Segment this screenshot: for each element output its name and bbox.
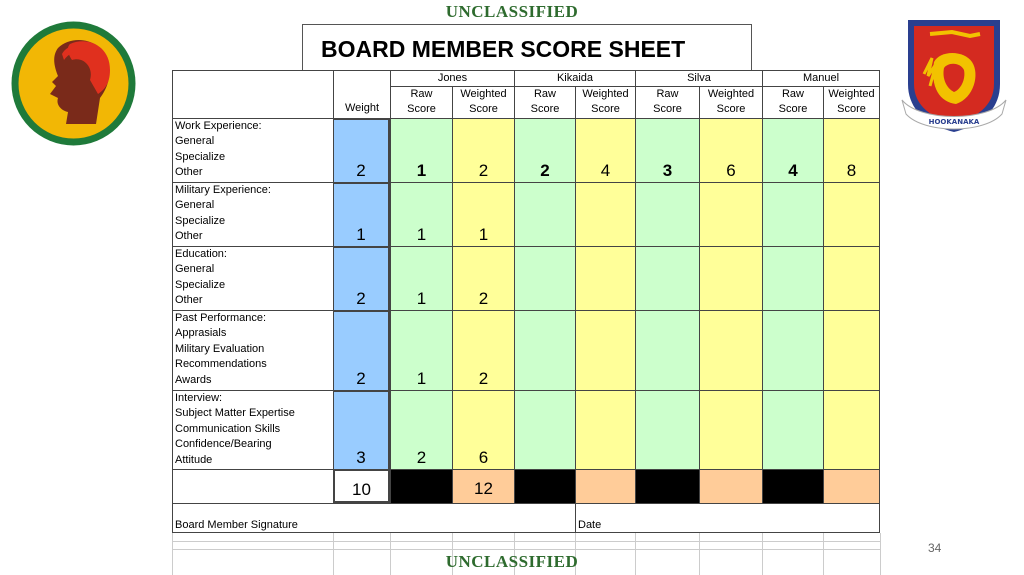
weighted-score-value: 1	[478, 225, 489, 244]
raw-score-cell-kikaida[interactable]	[514, 310, 575, 390]
weighted-score-cell-silva[interactable]	[699, 182, 762, 246]
total-weighted-cell-silva	[699, 469, 762, 503]
weighted-header-text: Weighted	[460, 88, 507, 100]
raw-score-header-kikaida	[514, 86, 575, 118]
weighted-header-text: Weighted	[828, 88, 875, 100]
raw-score-header-manuel	[762, 86, 823, 118]
weighted-score-value: 4	[600, 161, 611, 180]
criteria-label: Other	[175, 294, 203, 307]
total-raw-blackout-manuel	[762, 469, 823, 503]
raw-header-text: Raw	[410, 88, 433, 100]
page-title: BOARD MEMBER SCORE SHEET	[321, 36, 686, 62]
weighted-score-value: 6	[726, 161, 736, 180]
weighted-score-value: 2	[478, 161, 489, 180]
raw-score-cell-silva[interactable]	[635, 390, 699, 469]
raw-score-cell-jones[interactable]	[390, 390, 452, 469]
weighted-score-value: 2	[478, 369, 489, 388]
criteria-label-cell	[172, 246, 333, 310]
raw-score-cell-manuel[interactable]	[762, 390, 823, 469]
raw-header-text: Score	[778, 103, 808, 115]
weighted-score-cell-kikaida[interactable]	[575, 118, 635, 182]
criteria-label: Communication Skills	[175, 422, 281, 435]
criteria-label-cell	[172, 310, 333, 390]
total-raw-blackout-jones	[390, 469, 452, 503]
weighted-header-text: Score	[837, 103, 866, 115]
criteria-label: Past Performance:	[175, 312, 267, 324]
criteria-label: Interview:	[175, 392, 223, 404]
weighted-score-cell-manuel[interactable]	[823, 182, 880, 246]
raw-score-value: 1	[416, 289, 427, 308]
raw-score-cell-kikaida[interactable]	[514, 390, 575, 469]
raw-score-cell-jones[interactable]	[390, 182, 452, 246]
raw-header-text: Raw	[656, 88, 679, 100]
criteria-label: Specialize	[175, 150, 226, 163]
raw-score-value: 1	[416, 161, 427, 180]
weighted-score-cell-manuel[interactable]	[823, 118, 880, 182]
weighted-score-cell-manuel[interactable]	[823, 246, 880, 310]
criteria-label: Other	[175, 230, 203, 243]
raw-score-cell-silva[interactable]	[635, 118, 699, 182]
criteria-label: Confidence/Bearing	[175, 438, 272, 451]
weight-value: 1	[356, 225, 366, 244]
warrior-head-logo	[10, 20, 137, 147]
candidate-header-jones: Jones	[390, 70, 514, 86]
raw-score-cell-manuel[interactable]	[762, 246, 823, 310]
title-box	[302, 24, 752, 71]
classification-top: UNCLASSIFIED	[445, 2, 579, 21]
weighted-header-text: Weighted	[707, 88, 755, 100]
total-raw-blackout-kikaida	[514, 469, 575, 503]
weighted-score-cell-kikaida[interactable]	[575, 182, 635, 246]
totals-label-cell	[172, 469, 333, 503]
raw-header-text: Score	[653, 103, 682, 115]
candidate-header-silva: Silva	[635, 70, 762, 86]
criteria-label: General	[175, 263, 215, 276]
raw-score-cell-kikaida[interactable]	[514, 182, 575, 246]
raw-score-header-jones	[390, 86, 452, 118]
weight-value: 2	[356, 289, 366, 308]
weighted-score-cell-jones[interactable]	[452, 246, 514, 310]
total-weight-cell	[333, 469, 390, 503]
criteria-label: Work Experience:	[175, 120, 262, 132]
raw-score-cell-manuel[interactable]	[762, 118, 823, 182]
total-weighted-cell-jones	[452, 469, 514, 503]
total-weighted-value: 12	[474, 479, 493, 498]
raw-score-value: 1	[416, 369, 427, 388]
criteria-label-cell	[172, 182, 333, 246]
sheet-gridline	[172, 549, 880, 550]
sheet-gridline	[172, 541, 880, 542]
weighted-score-cell-kikaida[interactable]	[575, 246, 635, 310]
criteria-label: Awards	[175, 373, 212, 386]
raw-score-cell-silva[interactable]	[635, 310, 699, 390]
signature-cell[interactable]: Board Member Signature	[172, 503, 635, 533]
raw-score-value: 2	[416, 448, 427, 467]
weight-value: 2	[356, 161, 366, 180]
total-weighted-cell-manuel	[823, 469, 880, 503]
weighted-score-cell-jones[interactable]	[452, 118, 514, 182]
raw-score-header-silva	[635, 86, 699, 118]
raw-header-text: Raw	[781, 88, 804, 100]
raw-score-value: 2	[540, 161, 550, 180]
weighted-score-cell-manuel[interactable]	[823, 390, 880, 469]
criteria-label: Attitude	[175, 453, 213, 466]
weighted-score-cell-jones[interactable]	[452, 390, 514, 469]
weighted-score-cell-silva[interactable]	[699, 390, 762, 469]
raw-score-cell-jones[interactable]	[390, 246, 452, 310]
weighted-score-cell-manuel[interactable]	[823, 310, 880, 390]
weight-header-label: Weight	[344, 102, 380, 114]
weight-header	[333, 70, 390, 118]
weighted-header-text: Score	[716, 103, 746, 115]
criteria-label: Recommendations	[175, 358, 267, 371]
weighted-score-cell-silva[interactable]	[699, 246, 762, 310]
criteria-label: Military Experience:	[175, 184, 271, 196]
weight-cell[interactable]	[333, 182, 390, 246]
weighted-header-text: Weighted	[582, 88, 629, 100]
weighted-score-cell-kikaida[interactable]	[575, 310, 635, 390]
raw-score-value: 1	[416, 225, 427, 244]
weight-cell[interactable]	[333, 118, 390, 182]
weighted-score-value: 8	[846, 161, 857, 180]
weight-value: 2	[356, 369, 366, 388]
raw-header-text: Score	[530, 103, 560, 115]
raw-score-cell-jones[interactable]	[390, 310, 452, 390]
criteria-label: Specialize	[175, 278, 226, 291]
raw-score-cell-manuel[interactable]	[762, 182, 823, 246]
total-weighted-cell-kikaida	[575, 469, 635, 503]
criteria-label-cell	[172, 118, 333, 182]
raw-score-cell-kikaida[interactable]	[514, 246, 575, 310]
header-label-cell	[172, 70, 333, 118]
unit-crest-logo	[900, 14, 1008, 138]
page-number: 34	[928, 541, 942, 555]
criteria-label: General	[175, 135, 215, 148]
weighted-score-value: 6	[478, 448, 489, 467]
raw-score-cell-manuel[interactable]	[762, 310, 823, 390]
classification-bottom: UNCLASSIFIED	[445, 552, 579, 571]
criteria-label: Apprasials	[175, 327, 227, 340]
raw-score-value: 3	[662, 161, 673, 180]
weighted-header-text: Score	[469, 103, 498, 115]
date-cell[interactable]: Date	[575, 503, 880, 533]
weight-cell[interactable]	[333, 246, 390, 310]
weighted-score-header-kikaida	[575, 86, 635, 118]
raw-header-text: Raw	[533, 88, 556, 100]
raw-score-cell-silva[interactable]	[635, 182, 699, 246]
weighted-score-cell-silva[interactable]	[699, 310, 762, 390]
candidate-header-kikaida: Kikaida	[514, 70, 635, 86]
criteria-label: Education:	[175, 248, 227, 260]
weighted-score-cell-kikaida[interactable]	[575, 390, 635, 469]
raw-header-text: Score	[407, 103, 436, 115]
weighted-score-cell-silva[interactable]	[699, 118, 762, 182]
weighted-score-header-jones	[452, 86, 514, 118]
total-raw-blackout-silva	[635, 469, 699, 503]
criteria-label: Specialize	[175, 214, 226, 227]
weighted-score-cell-jones[interactable]	[452, 310, 514, 390]
weighted-header-text: Score	[591, 103, 620, 115]
criteria-label-cell	[172, 390, 333, 469]
weight-value: 3	[356, 448, 366, 467]
weighted-score-header-silva	[699, 86, 762, 118]
weighted-score-value: 2	[478, 289, 489, 308]
total-weight-value: 10	[352, 480, 371, 499]
raw-score-cell-silva[interactable]	[635, 246, 699, 310]
criteria-label: General	[175, 199, 215, 212]
criteria-label: Military Evaluation	[175, 342, 265, 355]
svg-text:HOOKANAKA: HOOKANAKA	[928, 118, 980, 126]
criteria-label: Other	[175, 166, 203, 179]
raw-score-value: 4	[788, 161, 798, 180]
weighted-score-header-manuel	[823, 86, 880, 118]
weight-cell[interactable]	[333, 310, 390, 390]
criteria-label: Subject Matter Expertise	[175, 407, 295, 420]
weighted-score-cell-jones[interactable]	[452, 182, 514, 246]
weight-cell[interactable]	[333, 390, 390, 469]
raw-score-cell-kikaida[interactable]	[514, 118, 575, 182]
candidate-header-manuel: Manuel	[762, 70, 880, 86]
raw-score-cell-jones[interactable]	[390, 118, 452, 182]
